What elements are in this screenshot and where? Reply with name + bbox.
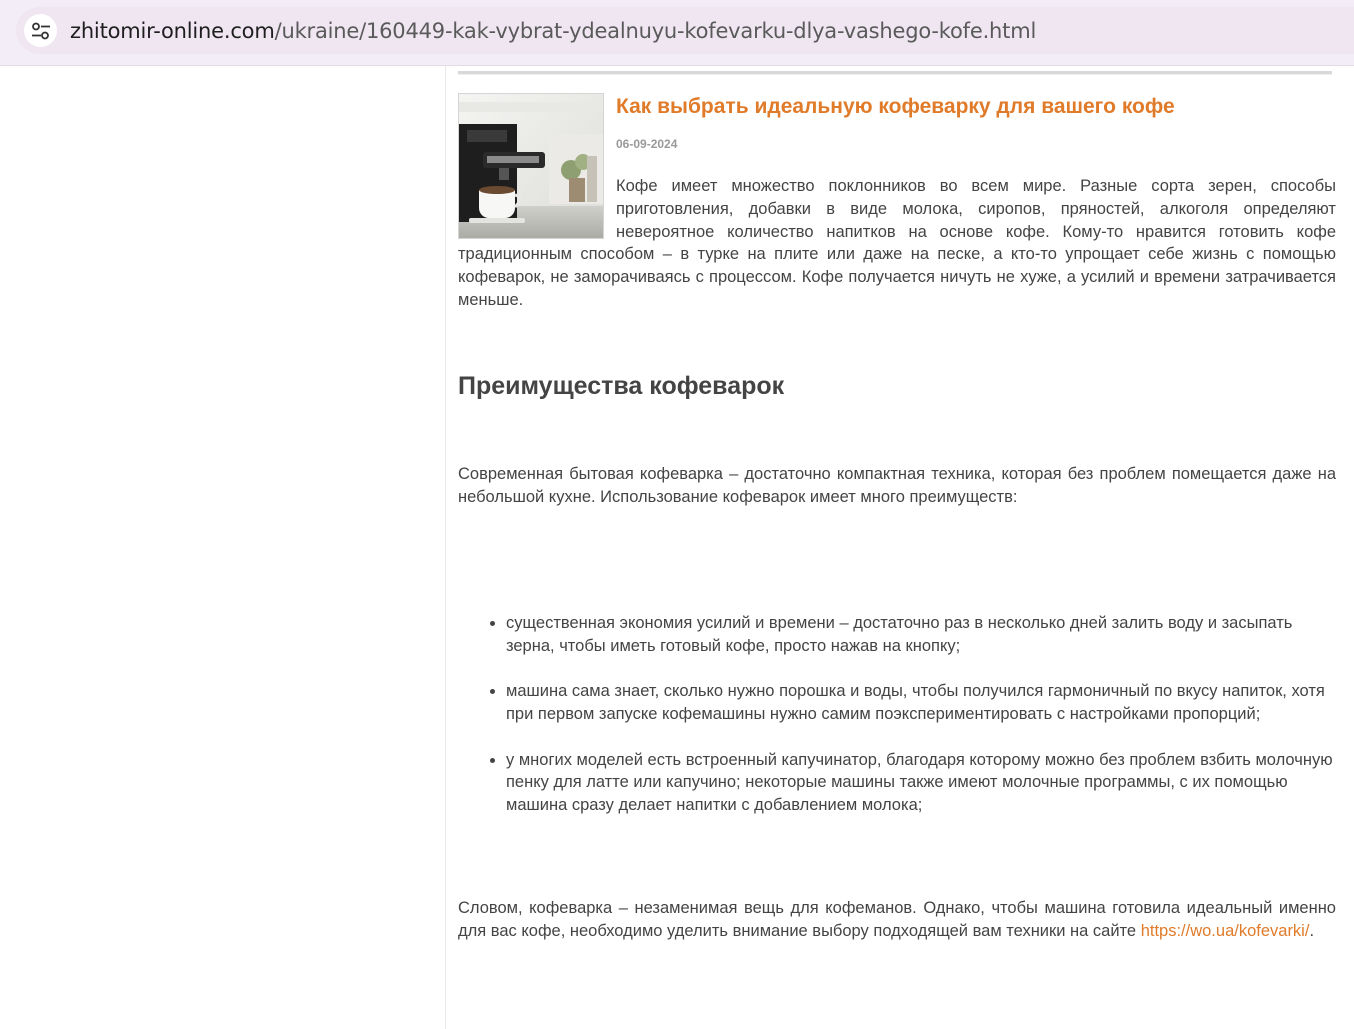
closing-end: . xyxy=(1309,921,1315,940)
kofevarki-link[interactable]: https://wo.ua/kofevarki/ xyxy=(1140,921,1310,940)
list-item: • существенная экономия усилий и времени – достаточно раз в несколько дней залить воду и засыпать зерна, чтобы иметь готовый кофе, просто нажав на кнопку; xyxy=(506,612,1336,658)
article-title[interactable]: Как выбрать идеальную кофеварку для вашего кофе xyxy=(616,95,1175,118)
address-bar[interactable] xyxy=(16,7,1354,54)
url-text[interactable] xyxy=(70,19,1036,43)
closing-text: Словом, кофеварка – незаменимая вещь для кофеманов. Однако, чтобы машина готовила идеальный именно для вас кофе, необходимо уделить внимание выбору подходящей вам техники на сайте xyxy=(458,898,1336,940)
section-paragraph: Современная бытовая кофеварка – достаточно компактная техника, которая без проблем помещается даже на небольшой кухне. Использование кофеварок имеет много преимуществ: xyxy=(458,464,1336,506)
url-host: zhitomir-online.com xyxy=(70,19,275,43)
article-intro: Кофе имеет множество поклонников во всем мире. Разные сорта зерен, способы приготовления, добавки в виде молока, сиропов, пряностей, алкоголя определяют невероятное количество напитков на основе кофе. Кому-то нравится готовить кофе традиционным способом – в турке на плите или даже на песке, а кто-то упрощает себе жизнь с помощью кофеварок, не заморачиваясь с процессом. Кофе получается ничуть не хуже, а усилий и времени затрачивается меньше. xyxy=(458,177,1336,309)
browser-toolbar xyxy=(0,0,1354,66)
content-top-rule xyxy=(458,71,1332,75)
sidebar-divider xyxy=(445,66,446,1029)
url-path: /ukraine/160449-kak-vybrat-ydealnuyu-kofevarku-dlya-vashego-kofe.html xyxy=(274,19,1037,43)
article-thumbnail[interactable] xyxy=(458,93,604,239)
list-item: • машина сама знает, сколько нужно порошка и воды, чтобы получился гармоничный по вкусу напиток, хотя при первом запуске кофемашины нужно самим поэкспериментировать с настройками пропорций; xyxy=(506,680,1336,726)
closing-paragraph xyxy=(458,897,1336,943)
tune-icon xyxy=(31,22,51,40)
site-info-button[interactable] xyxy=(24,14,57,47)
section-heading: Преимущества кофеварок xyxy=(458,371,785,400)
coffee-machine-photo xyxy=(459,94,604,239)
article xyxy=(458,92,1336,943)
list-item: • у многих моделей есть встроенный капучинатор, благодаря которому можно без проблем взбить молочную пенку для латте или капучино; некоторые машины также имеют молочные программы, с их помощью машина сразу делает напитки с добавлением молока; xyxy=(506,749,1336,817)
benefits-list xyxy=(458,612,1336,817)
article-date: 06-09-2024 xyxy=(616,137,678,151)
